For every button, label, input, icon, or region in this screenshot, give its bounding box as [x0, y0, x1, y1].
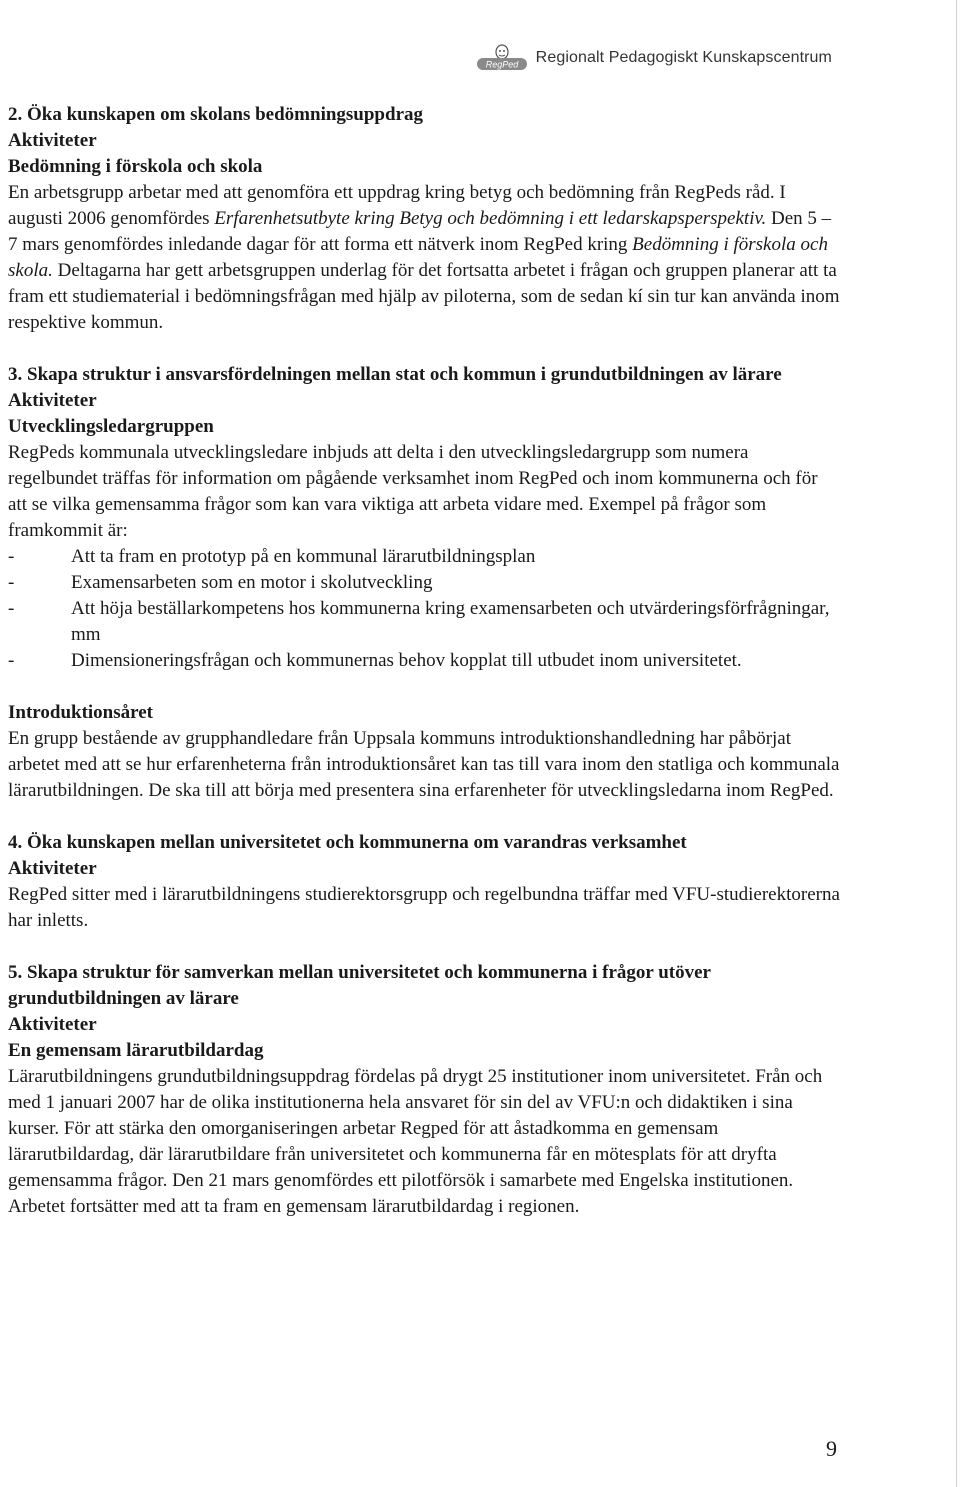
regped-logo-icon: [476, 44, 528, 72]
section-4-activities-label: Aktiviteter: [8, 858, 97, 879]
section-3-activities-label: Aktiviteter: [8, 390, 97, 411]
section-2-subheading: Bedömning i förskola och skola: [8, 156, 263, 177]
section-5-heading: 5. Skapa struktur för samverkan mellan universitetet och kommunerna i frågor utöver grundutbildningen av lärare: [8, 962, 711, 1009]
introduktionsaret-paragraph: En grupp bestående av grupphandledare från Uppsala kommuns introduktionshandledning har påbörjat arbetet med att se hur erfarenheterna från introduktionsåret kan tas till vara inom den statliga och kommunala lärarutbildningen. De ska till att börja med presentera sina erfarenheter för utvecklingsledarna inom RegPed.: [8, 728, 840, 801]
list-item: - Att höja beställarkompetens hos kommunerna kring examensarbeten och utvärderingsförfrågningar, mm: [8, 598, 830, 645]
document-body: [8, 102, 840, 1220]
section-3-subheading: Utvecklingsledargruppen: [8, 416, 214, 437]
section-3-heading: 3. Skapa struktur i ansvarsfördelningen mellan stat och kommun i grundutbildningen av lärare: [8, 364, 782, 385]
section-2-paragraph: En arbetsgrupp arbetar med att genomföra ett uppdrag kring betyg och bedömning från RegPeds råd. I augusti 2006 genomfördes Erfarenhetsutbyte kring Betyg och bedömning i ett ledarskapsperspektiv. Den 5 – 7 mars genomfördes inledande dagar för att forma ett nätverk inom RegPed kring Bedömning i förskola och skola. Deltagarna har gett arbetsgruppen underlag för det fortsatta arbetet i frågan och gruppen planerar att ta fram ett studiematerial i bedömningsfrågan med hjälp av piloterna, som de sedan kí sin tur kan använda inom respektive kommun.: [8, 182, 840, 333]
section-4-heading: 4. Öka kunskapen mellan universitetet och kommunerna om varandras verksamhet: [8, 832, 687, 853]
section-3-paragraph: RegPeds kommunala utvecklingsledare inbjuds att delta i den utvecklingsledargrupp som numera regelbundet träffas för information om pågående verksamhet inom RegPed och inom kommunerna och för att se vilka gemensamma frågor som kan vara viktiga att arbeta vidare med. Exempel på frågor som framkommit är:: [8, 442, 818, 541]
svg-text:RegPed: RegPed: [485, 59, 518, 70]
section-4-paragraph: RegPed sitter med i lärarutbildningens studierektorsgrupp och regelbundna träffar med VFU-studierektorerna har inletts.: [8, 884, 840, 931]
header-title: Regionalt Pedagogiskt Kunskapscentrum: [535, 49, 832, 66]
list-item: - Examensarbeten som en motor i skolutveckling: [8, 572, 433, 593]
page-number: 9: [826, 1436, 837, 1461]
page-edge-line: [956, 0, 957, 1487]
section-5-paragraph: Lärarutbildningens grundutbildningsuppdrag fördelas på drygt 25 institutioner inom universitetet. Från och med 1 januari 2007 har de olika institutionerna hela ansvaret för sin del av VFU:n och didaktiken i sina kurser. För att stärka den omorganiseringen arbetar Regped för att åstadkomma en gemensam lärarutbildardag, där lärarutbildare från universitetet och kommunerna får en mötesplats för att dryfta gemensamma frågor. Den 21 mars genomfördes ett pilotförsök i samarbete med Engelska institutionen. Arbetet fortsätter med att ta fram en gemensam lärarutbildardag i regionen.: [8, 1066, 823, 1217]
section-3-bullet-list: [8, 544, 840, 674]
section-2-heading: 2. Öka kunskapen om skolans bedömningsuppdrag: [8, 104, 424, 125]
introduktionsaret-heading: Introduktionsåret: [8, 702, 153, 723]
section-5-subheading: En gemensam lärarutbildardag: [8, 1040, 264, 1061]
section-2-activities-label: Aktiviteter: [8, 130, 97, 151]
page-header: [476, 44, 832, 72]
list-item: - Att ta fram en prototyp på en kommunal lärarutbildningsplan: [8, 546, 536, 567]
list-item: - Dimensioneringsfrågan och kommunernas behov kopplat till utbudet inom universitetet.: [8, 650, 742, 671]
section-5-activities-label: Aktiviteter: [8, 1014, 97, 1035]
